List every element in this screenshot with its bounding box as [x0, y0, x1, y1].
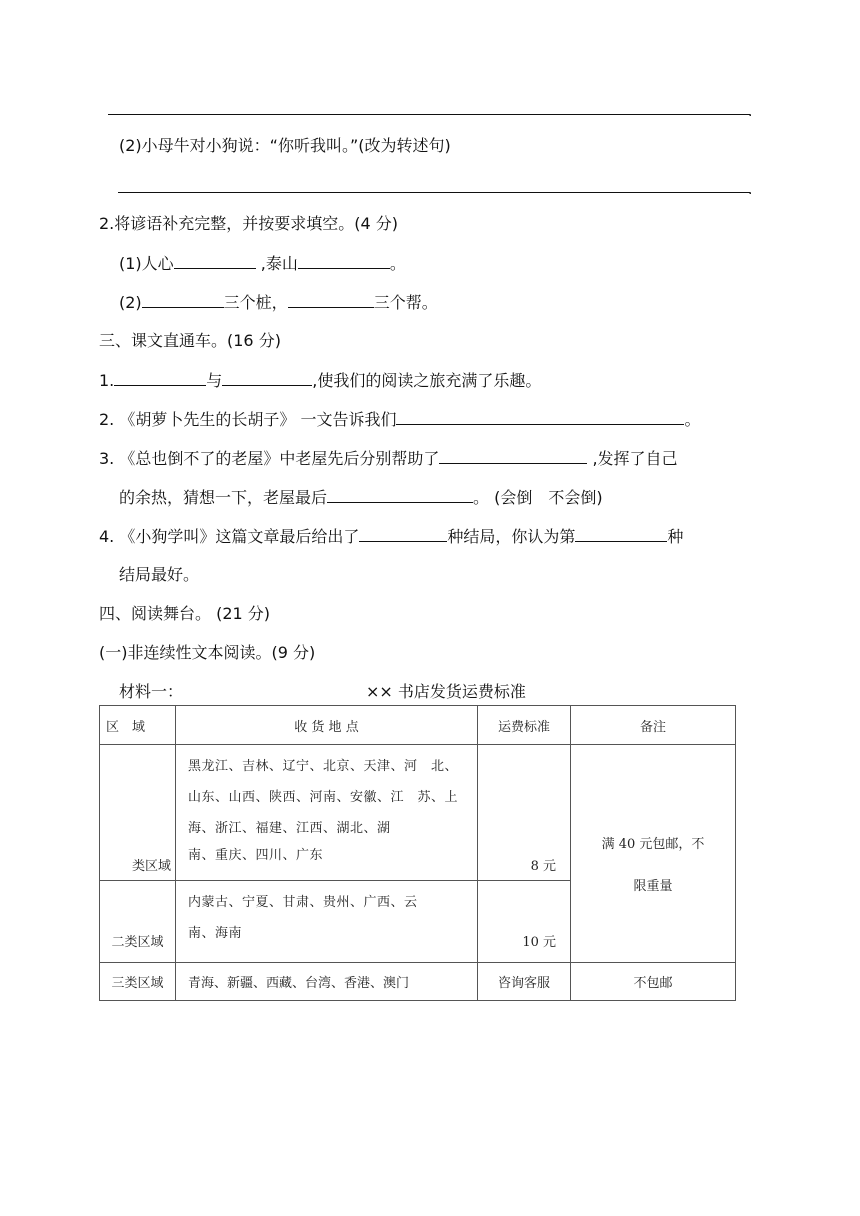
text: 4. 《小狗学叫》这篇文章最后给出了 [99, 527, 360, 546]
places-line: 南、重庆、四川、广东 [188, 848, 324, 863]
text: (1)人心 [119, 254, 174, 273]
note-cell: 不包邮 [571, 963, 736, 1001]
text: 3. 《总也倒不了的老屋》中老屋先后分别帮助了 [99, 449, 440, 468]
section-3-q3 [99, 447, 678, 470]
fill-blank[interactable] [222, 369, 312, 386]
section-3-q4-cont: 结局最好。 [119, 565, 200, 584]
text: ,泰山 [255, 254, 298, 273]
fill-blank[interactable] [327, 486, 473, 503]
text: 。 (会倒 不会倒) [473, 488, 603, 507]
places-line: 山东、山西、陕西、河南、安徽、江 苏、上 [188, 790, 459, 805]
region-cell: 类区域 [100, 745, 176, 881]
section-4-title: 四、阅读舞台。 (21 分) [99, 604, 271, 623]
table-row [100, 963, 736, 1001]
places-cell [176, 745, 478, 881]
table-row [100, 745, 736, 881]
question-1-2: (2)小母牛对小狗说：“你听我叫。”(改为转述句) [119, 136, 451, 155]
text: 种 [667, 527, 684, 546]
fill-blank[interactable] [359, 525, 447, 542]
fill-blank[interactable] [142, 291, 224, 308]
section-3-q4 [99, 525, 683, 548]
fee-cell: 咨询客服 [478, 963, 571, 1001]
table-header-row [100, 706, 736, 745]
text: ,发挥了自己 [587, 449, 678, 468]
fill-blank[interactable] [396, 408, 684, 425]
text: 三个桩， [223, 293, 288, 312]
region-cell: 二类区域 [100, 881, 176, 963]
material-label: 材料一： [119, 682, 184, 701]
places-line: 黑龙江、吉林、辽宁、北京、天津、河 北、 [188, 759, 459, 774]
fill-blank[interactable] [439, 447, 587, 464]
fill-blank[interactable] [575, 525, 667, 542]
table-title: ×× 书店发货运费标准 [366, 682, 526, 701]
header-cell: 区 域 [100, 706, 176, 745]
places-cell: 青海、新疆、西藏、台湾、香港、澳门 [176, 963, 478, 1001]
text: 。 [684, 410, 701, 429]
question-2-title: 2.将谚语补充完整，并按要求填空。(4 分) [99, 214, 399, 233]
period-mark: . [748, 104, 753, 120]
fill-blank[interactable] [174, 252, 256, 269]
period-mark: . [748, 182, 753, 198]
text: 的余热，猜想一下，老屋最后 [119, 488, 328, 507]
text: 与 [206, 371, 223, 390]
section-3-q2 [99, 408, 700, 431]
shipping-fee-table [99, 705, 736, 1001]
fee-cell: 8 元 [478, 745, 571, 881]
places-line: 内蒙古、宁夏、甘肃、贵州、广西、云 [188, 895, 418, 910]
note-line: 满 40 元包邮，不 [601, 836, 705, 852]
section-3-q3-cont [119, 486, 603, 509]
places-line: 海、浙江、福建、江西、湖北、湖 [188, 821, 391, 836]
section-3-q1 [99, 369, 541, 392]
header-cell: 收 货 地 点 [176, 706, 478, 745]
region-cell: 三类区域 [100, 963, 176, 1001]
section-3-title: 三、课文直通车。(16 分) [99, 331, 281, 350]
section-4-sub: (一)非连续性文本阅读。(9 分) [99, 643, 316, 662]
note-line: 限重量 [633, 878, 673, 894]
text: ,使我们的阅读之旅充满了乐趣。 [312, 371, 542, 390]
fill-blank[interactable] [298, 252, 390, 269]
note-cell [571, 745, 736, 963]
answer-line-1[interactable] [108, 114, 750, 115]
header-cell: 备注 [571, 706, 736, 745]
text: 1. [99, 371, 115, 390]
answer-line-2[interactable] [118, 192, 750, 193]
text: (2) [119, 293, 142, 312]
header-cell: 运费标准 [478, 706, 571, 745]
fee-cell: 10 元 [478, 881, 571, 963]
places-cell [176, 881, 478, 963]
fill-blank[interactable] [288, 291, 374, 308]
places-line: 南、海南 [188, 926, 243, 941]
question-2-item-2 [119, 291, 438, 314]
text: 2. 《胡萝卜先生的长胡子》 一文告诉我们 [99, 410, 397, 429]
question-2-item-1 [119, 252, 406, 275]
fill-blank[interactable] [114, 369, 206, 386]
text: 三个帮。 [373, 293, 438, 312]
text: 。 [389, 254, 406, 273]
text: 种结局，你认为第 [447, 527, 576, 546]
